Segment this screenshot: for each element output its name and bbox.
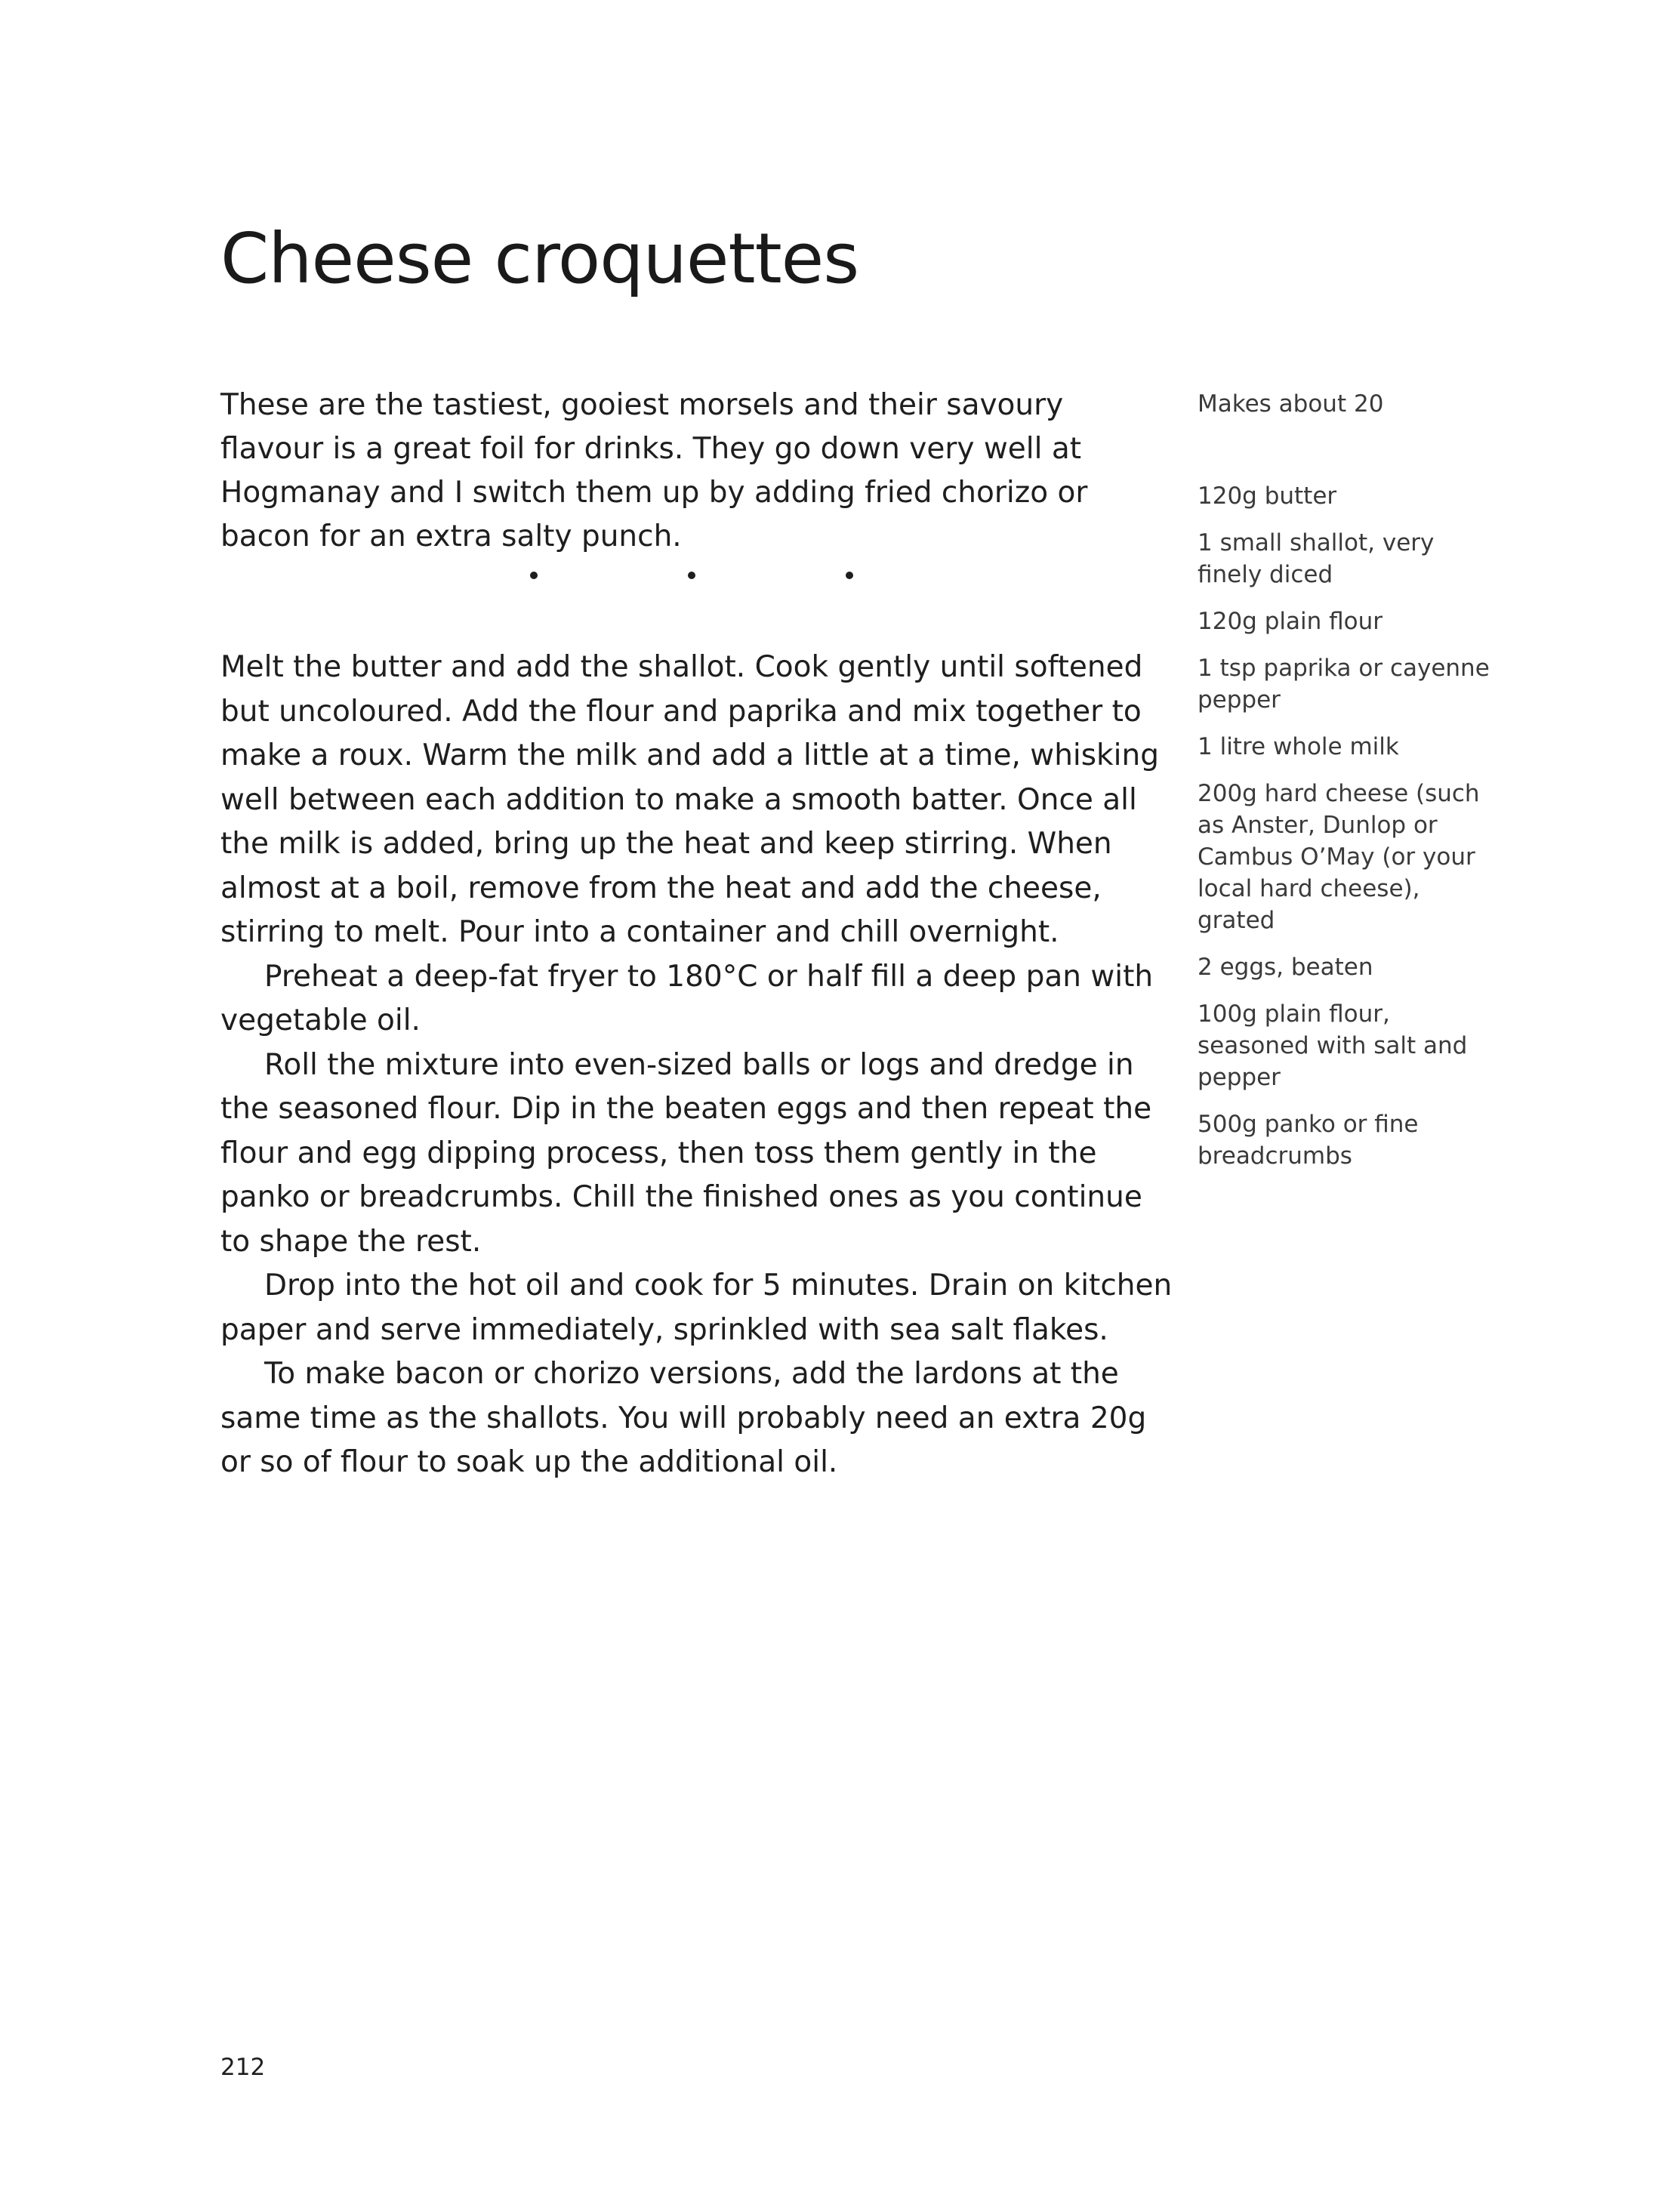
method-section [220, 646, 1179, 1485]
ingredient-item: 500g panko or fine breadcrumbs [1198, 1111, 1419, 1170]
ingredient-item: 1 litre whole milk [1198, 733, 1399, 760]
ingredient-item: 120g butter [1198, 482, 1337, 510]
method-paragraph: Drop into the hot oil and cook for 5 minutes. Drain on kitchen paper and serve immediately, sprinkled with sea salt flakes. [220, 1269, 1173, 1347]
method-paragraph: Melt the butter and add the shallot. Cook gently until softened but uncoloured. Add the flour and paprika and mix together to make a roux. Warm the milk and add a little at a time, whisking well between each addition to make a smooth batter. Once all the milk is added, bring up the heat and keep stirring. When almost at a boil, remove from the heat and add the cheese, stirring to melt. Pour into a container and chill overnight. [220, 650, 1159, 949]
ingredients-sidebar [1198, 388, 1500, 1187]
ingredient-list [1198, 480, 1500, 1172]
ingredient-item: 2 eggs, beaten [1198, 954, 1373, 981]
divider-dot [530, 572, 538, 579]
method-paragraph: To make bacon or chorizo versions, add the lardons at the same time as the shallots. You will probably need an extra 20g or so of flour to soak up the additional oil. [220, 1357, 1147, 1479]
divider-dot [846, 572, 853, 579]
method-paragraph: Roll the mixture into even-sized balls or logs and dredge in the seasoned flour. Dip in the beaten eggs and then repeat the flour and egg dipping process, then toss them gently in the panko or breadcrumbs. Chill the finished ones as you continue to shape the rest. [220, 1047, 1152, 1259]
ingredient-item: 100g plain flour, seasoned with salt and pepper [1198, 1000, 1468, 1091]
recipe-yield: Makes about 20 [1198, 390, 1384, 418]
method-paragraph: Preheat a deep-fat fryer to 180°C or half fill a deep pan with vegetable oil. [220, 959, 1154, 1037]
ingredient-item: 1 small shallot, very finely diced [1198, 529, 1435, 588]
ingredient-item: 1 tsp paprika or cayenne pepper [1198, 655, 1490, 714]
recipe-intro: These are the tastiest, gooiest morsels and their savoury flavour is a great foil for drinks. They go down very well at Hogmanay and I switch them up by adding fried chorizo or bacon for an extra salty punch. [220, 388, 1088, 553]
divider-dot [688, 572, 695, 579]
ingredient-item: 120g plain flour [1198, 608, 1383, 635]
recipe-title: Cheese croquettes [220, 218, 859, 299]
page-number: 212 [220, 2054, 266, 2081]
ingredient-item: 200g hard cheese (such as Anster, Dunlop or Cambus O’May (or your local hard cheese), grated [1198, 780, 1480, 934]
